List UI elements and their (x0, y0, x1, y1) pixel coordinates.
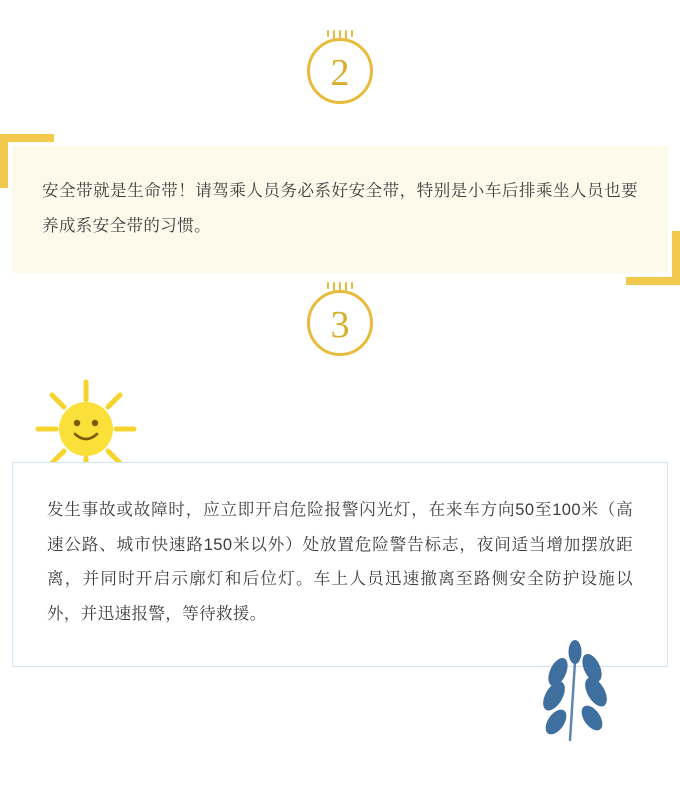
corner-bracket-bottom-right (626, 231, 680, 285)
section-2-text: 安全带就是生命带！请驾乘人员务必系好安全带，特别是小车后排乘坐人员也要养成系安全带的习惯。 (42, 182, 638, 235)
badge-circle-2 (307, 38, 373, 104)
badge-number-3: 3 (330, 304, 350, 346)
section-3-text: 发生事故或故障时，应立即开启危险报警闪光灯，在来车方向50至100米（高速公路、城市快速路150米以外）处放置危险警告标志，夜间适当增加摆放距离，并同时开启示廓灯和后位灯。车上人员迅速撤离至路侧安全防护设施以外，并迅速报警，等待救援。 (47, 501, 633, 623)
section-3-badge (0, 290, 680, 356)
badge-circle-3 (307, 290, 373, 356)
section-2-card (12, 146, 668, 273)
corner-bracket-top-left (0, 134, 54, 188)
section-2-badge (0, 38, 680, 104)
badge-ticks-icon (327, 282, 353, 293)
leaf-branch-icon (518, 638, 628, 748)
badge-number-2: 2 (330, 52, 350, 94)
section-3-card (12, 462, 668, 667)
badge-ticks-icon (327, 30, 353, 41)
